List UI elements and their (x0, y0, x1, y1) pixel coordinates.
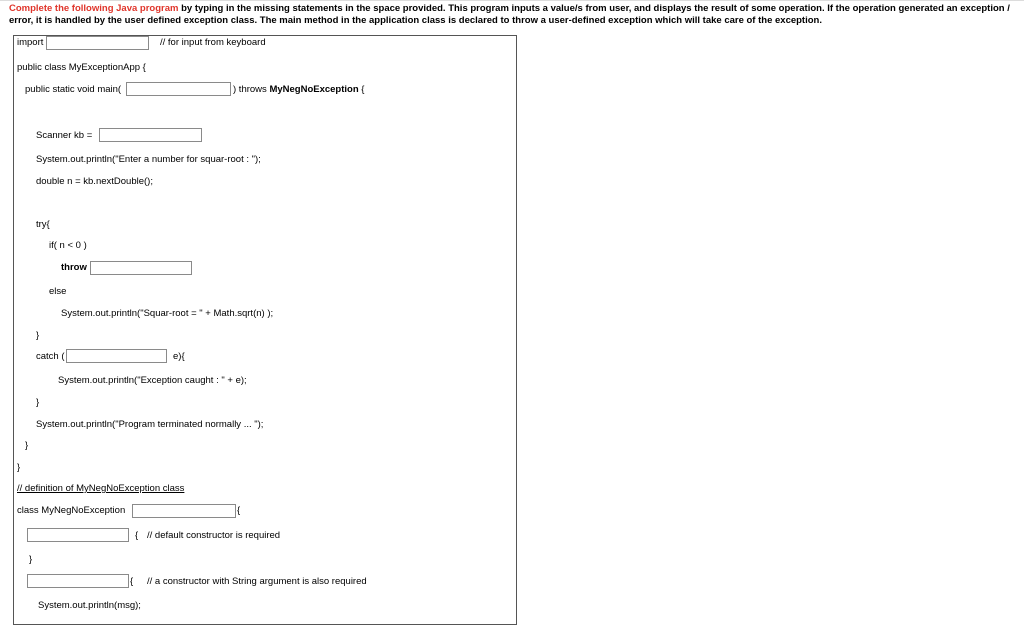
import-comment: // for input from keyboard (160, 37, 266, 48)
exception-extends-input[interactable] (132, 504, 236, 518)
throw-keyword: throw (61, 262, 87, 273)
catch-variable: e){ (173, 351, 185, 362)
println-terminated: System.out.println("Program terminated normally ... "); (36, 419, 264, 430)
main-close-brace: } (25, 440, 29, 451)
println-prompt: System.out.println("Enter a number for squar-root : "); (36, 154, 261, 165)
scanner-declaration: Scanner kb = (36, 130, 93, 141)
default-constructor-close-brace: } (29, 554, 33, 565)
println-msg: System.out.println(msg); (38, 600, 141, 611)
definition-comment: // definition of MyNegNoException class (17, 483, 185, 494)
try-open: try{ (36, 219, 50, 230)
class-declaration: public class MyExceptionApp { (17, 62, 146, 73)
catch-input[interactable] (66, 349, 167, 363)
string-constructor-comment: // a constructor with String argument is also required (147, 576, 367, 587)
catch-close-brace: } (36, 397, 40, 408)
default-constructor-comment: // default constructor is required (147, 530, 281, 541)
class-close-brace: } (17, 462, 21, 473)
import-input[interactable] (46, 36, 149, 50)
println-sqrt: System.out.println("Squar-root = " + Math.sqrt(n) ); (61, 308, 274, 319)
main-open-brace: { (358, 84, 365, 95)
instructions-body: by typing in the missing statements in the space provided. This program inputs a value/s from user, and displays the result of some operation. If the operation generated an exception / error, it is handled by the user defined exception class. The main method in the application class is declared to throw a user-defined exception which will take care of the exception. (9, 3, 1010, 26)
main-param-input[interactable] (126, 82, 231, 96)
main-throws-keyword: ) throws (233, 84, 270, 95)
instructions-text (9, 3, 1017, 27)
else-keyword: else (49, 286, 67, 297)
main-signature-prefix: public static void main( (25, 84, 122, 95)
main-signature-suffix (233, 84, 364, 96)
if-condition: if( n < 0 ) (49, 240, 87, 251)
top-divider (0, 0, 1024, 1)
try-close-brace: } (36, 330, 40, 341)
string-constructor-brace: { (130, 576, 134, 587)
exception-class-declaration: class MyNegNoException (17, 505, 126, 516)
instructions-lead: Complete the following Java program (9, 3, 179, 14)
import-keyword: import (17, 37, 44, 48)
println-caught: System.out.println("Exception caught : " + e); (58, 375, 247, 386)
double-declaration: double n = kb.nextDouble(); (36, 176, 153, 187)
exception-class-open-brace: { (237, 505, 241, 516)
catch-keyword: catch ( (36, 351, 65, 362)
main-exception-name: MyNegNoException (269, 84, 359, 95)
default-constructor-brace: { (135, 530, 139, 541)
string-constructor-input[interactable] (27, 574, 129, 588)
scanner-input[interactable] (99, 128, 202, 142)
default-constructor-input[interactable] (27, 528, 129, 542)
throw-input[interactable] (90, 261, 192, 275)
